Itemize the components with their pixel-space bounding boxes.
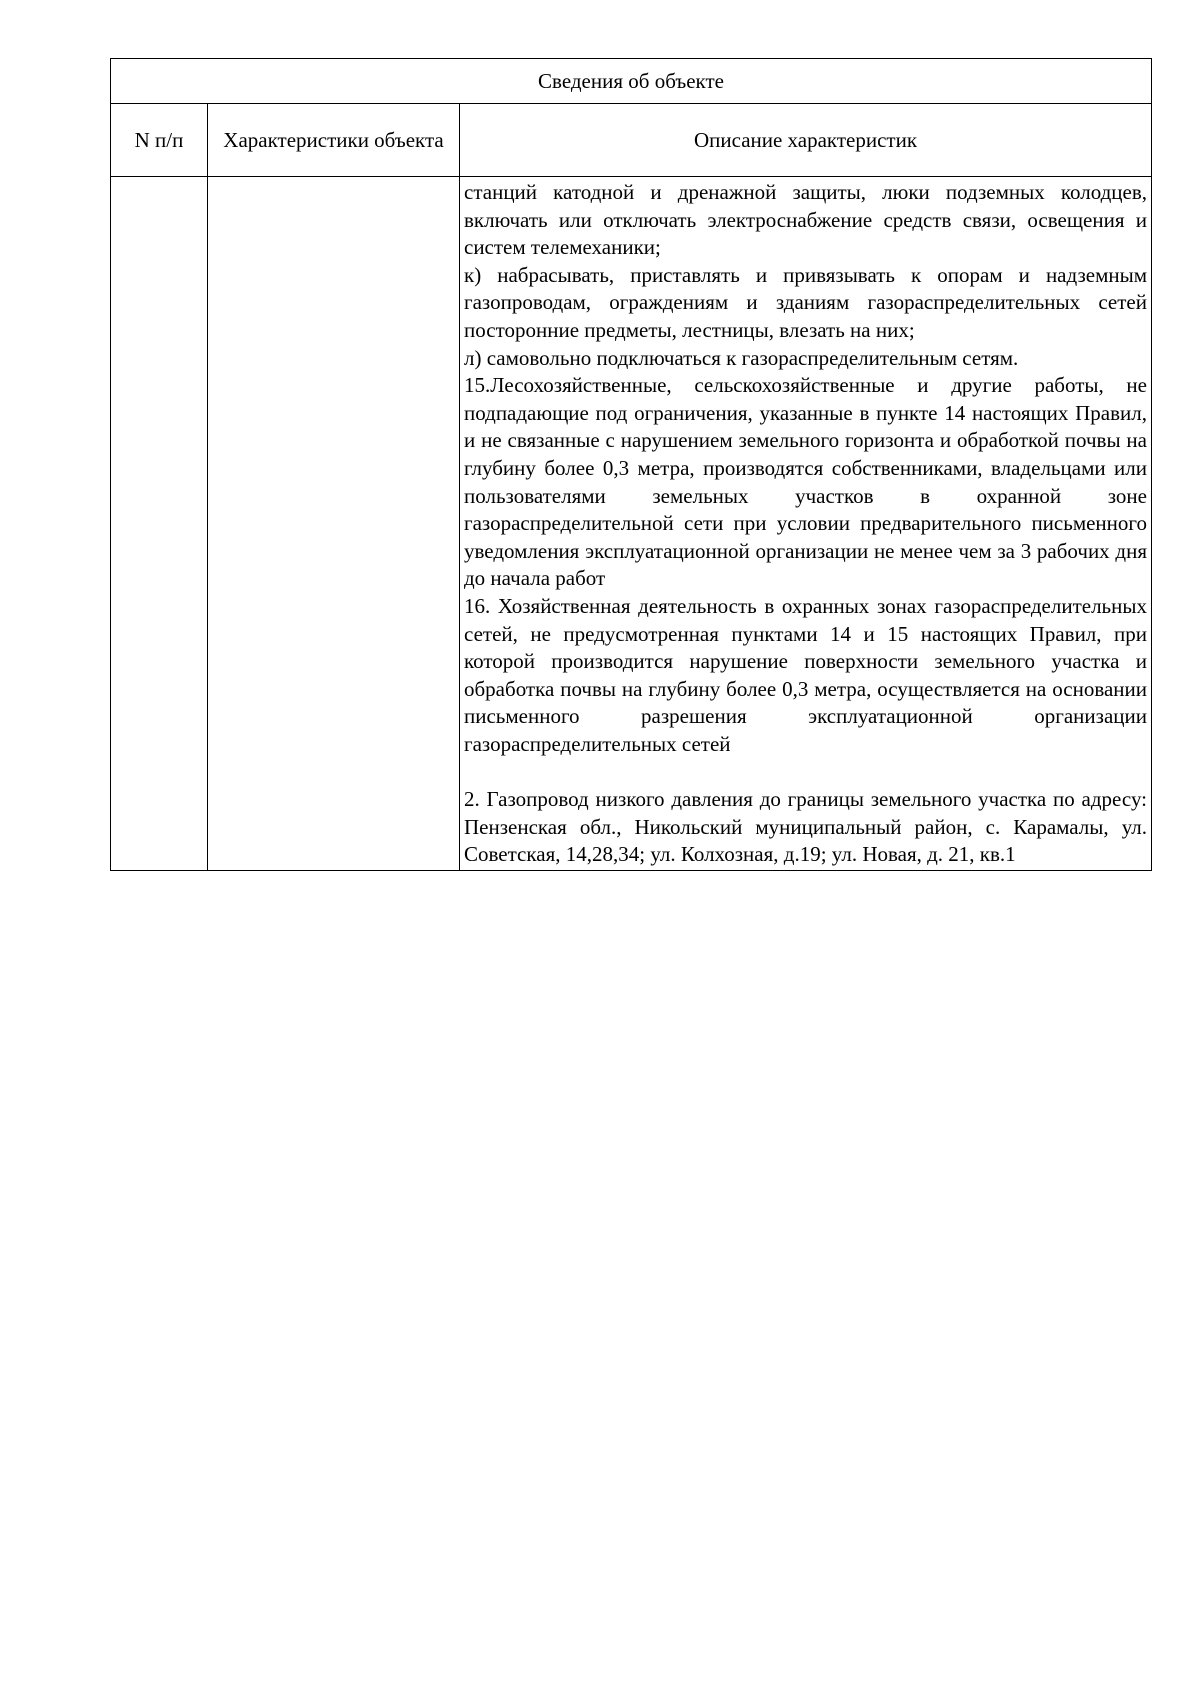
table-header-row <box>111 104 1152 177</box>
description-paragraph: станций катодной и дренажной защиты, люки подземных колодцев, включать или отключать электроснабжение средств связи, освещения и систем телемеханики; <box>464 180 1147 260</box>
paragraph-spacer <box>464 758 1147 786</box>
header-characteristics: Характеристики объекта <box>208 104 460 177</box>
cell-number <box>111 177 208 871</box>
cell-description <box>460 177 1152 871</box>
description-paragraph: 16. Хозяйственная деятельность в охранных зонах газораспределительных сетей, не предусмотренная пунктами 14 и 15 настоящих Правил, при которой производится нарушение поверхности земельного участка и обработка почвы на глубину более 0,3 метра, осуществляется на основании письменного разрешения эксплуатационной организации газораспределительных сетей <box>464 593 1147 756</box>
table-title-row <box>111 59 1152 104</box>
cell-characteristics <box>208 177 460 871</box>
table-row <box>111 177 1152 871</box>
header-number: N п/п <box>111 104 208 177</box>
description-paragraph: 2. Газопровод низкого давления до границы земельного участка по адресу: Пензенская обл., Никольский муниципальный район, с. Карамалы, ул. Советская, 14,28,34; ул. Колхозная, д.19; ул. Новая, д. 21, кв.1 <box>464 787 1147 867</box>
object-info-table <box>110 58 1152 871</box>
description-paragraph: л) самовольно подключаться к газораспределительным сетям. <box>464 345 1019 370</box>
description-paragraph: 15.Лесохозяйственные, сельскохозяйственные и другие работы, не подпадающие под ограничения, указанные в пункте 14 настоящих Правил, и не связанные с нарушением земельного горизонта и обработкой почвы на глубину более 0,3 метра, производятся собственниками, владельцами или пользователями земельных участков в охранной зоне газораспределительной сети при условии предварительного письменного уведомления эксплуатационной организации не менее чем за 3 рабочих дня до начала работ <box>464 373 1147 591</box>
table-title: Сведения об объекте <box>111 59 1152 104</box>
header-description: Описание характеристик <box>460 104 1152 177</box>
description-paragraph: к) набрасывать, приставлять и привязывать к опорам и надземным газопроводам, ограждениям и зданиям газораспределительных сетей посторонние предметы, лестницы, влезать на них; <box>464 262 1147 342</box>
